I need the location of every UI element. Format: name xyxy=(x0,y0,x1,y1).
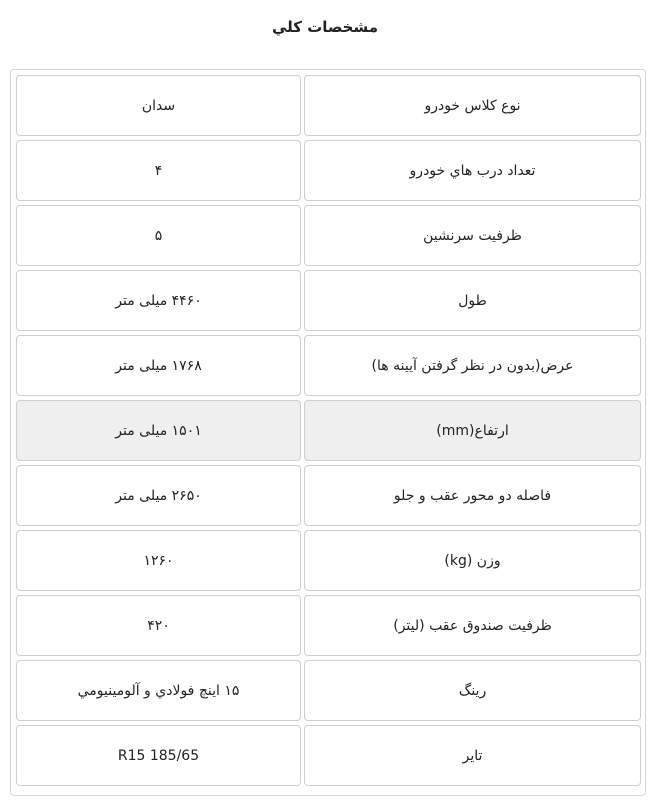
spec-label: تعداد درب هاي خودرو xyxy=(304,140,641,201)
spec-value: ۴۴۶۰ ميلی متر xyxy=(16,270,301,331)
spec-value: ۱۵ اينچ فولادي و آلومينيومي xyxy=(16,660,301,721)
spec-row-height[interactable] xyxy=(16,400,641,461)
spec-row-weight xyxy=(16,530,641,591)
spec-value: ۴۲۰ xyxy=(16,595,301,656)
spec-label: نوع کلاس خودرو xyxy=(304,75,641,136)
spec-row-length xyxy=(16,270,641,331)
spec-table xyxy=(10,69,646,796)
spec-label: عرض(بدون در نظر گرفتن آيينه ها) xyxy=(304,335,641,396)
spec-row-class xyxy=(16,75,641,136)
spec-label: رينگ xyxy=(304,660,641,721)
highlighted-row-note xyxy=(0,0,1,1)
spec-value: ۵ xyxy=(16,205,301,266)
spec-label: ظرفيت سرنشين xyxy=(304,205,641,266)
spec-row-wheelbase xyxy=(16,465,641,526)
spec-value: ۴ xyxy=(16,140,301,201)
spec-label: ارتفاع(mm) xyxy=(304,400,641,461)
spec-row-tire xyxy=(16,725,641,786)
spec-value: سدان xyxy=(16,75,301,136)
spec-label: طول xyxy=(304,270,641,331)
spec-row-width xyxy=(16,335,641,396)
spec-value: ۲۶۵۰ ميلی متر xyxy=(16,465,301,526)
spec-label: فاصله دو محور عقب و جلو xyxy=(304,465,641,526)
spec-label: ظرفيت صندوق عقب (ليتر) xyxy=(304,595,641,656)
spec-value: ۱۲۶۰ xyxy=(16,530,301,591)
spec-value: ۱۷۶۸ ميلی متر xyxy=(16,335,301,396)
spec-row-doors xyxy=(16,140,641,201)
spec-label: وزن (kg) xyxy=(304,530,641,591)
spec-row-rim xyxy=(16,660,641,721)
page-title: مشخصات کلي xyxy=(271,18,379,36)
spec-row-seats xyxy=(16,205,641,266)
spec-value: R15 185/65 xyxy=(16,725,301,786)
spec-row-trunk xyxy=(16,595,641,656)
spec-label: تاير xyxy=(304,725,641,786)
spec-value: ۱۵۰۱ ميلی متر xyxy=(16,400,301,461)
